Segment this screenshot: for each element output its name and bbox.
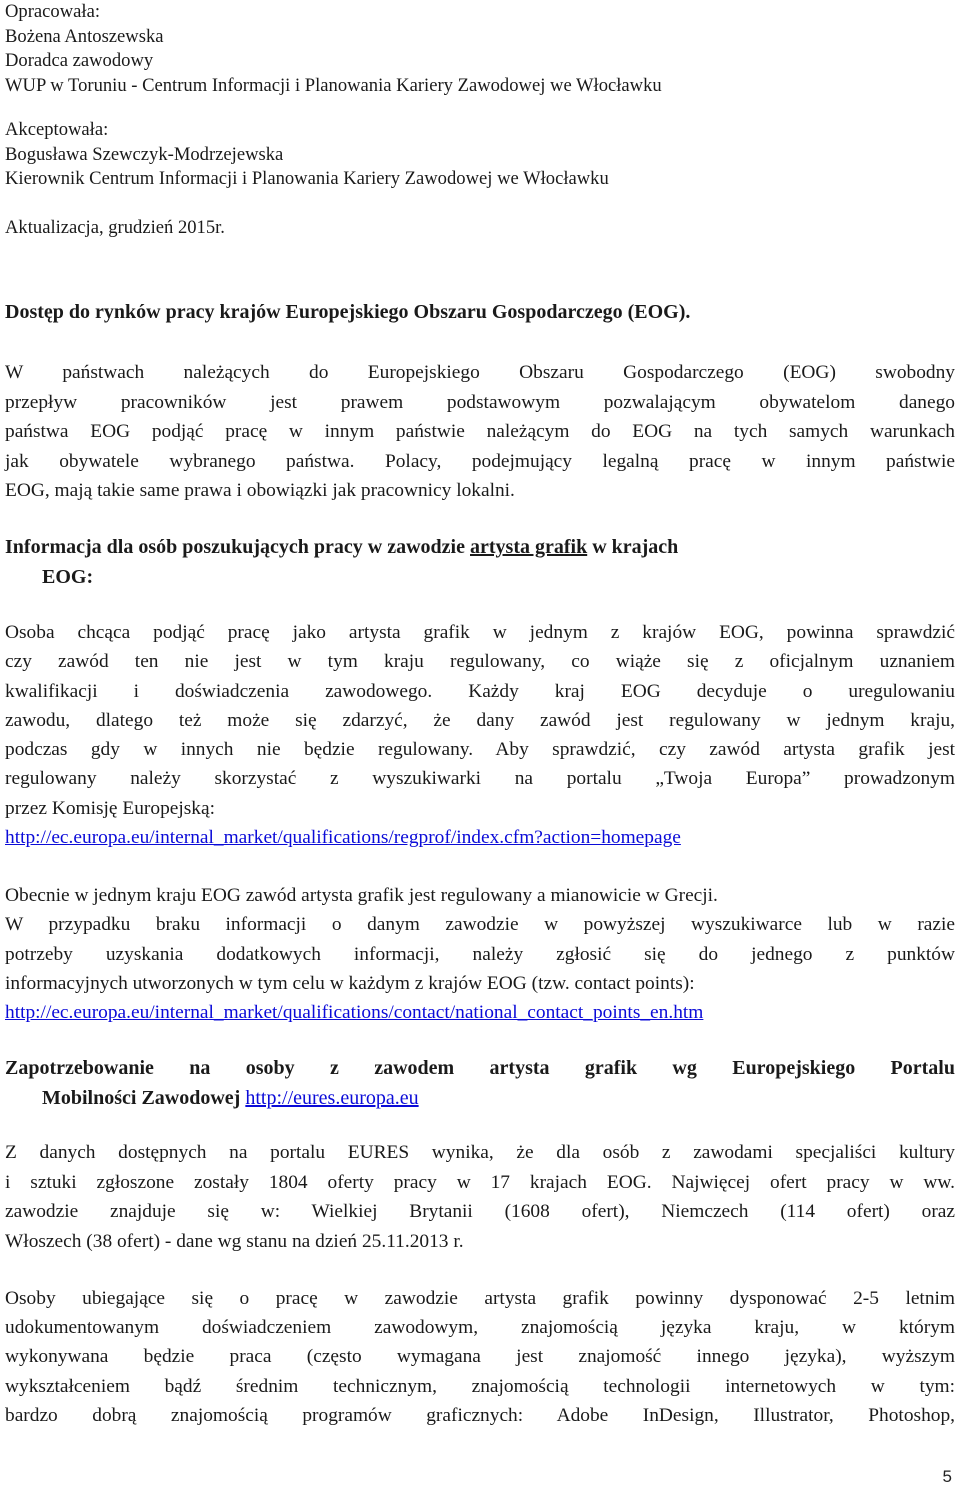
page-number: 5 [942,1467,952,1486]
paragraph-line: wykonywana będzie praca (często wymagana jest znajomość innego języka), wyższym [5,1346,955,1368]
heading-profession: artysta grafik [470,536,588,558]
paragraph-line: W przypadku braku informacji o danym zawodzie w powyższej wyszukiwarce lub w razie [5,914,955,936]
section-heading: Dostęp do rynków pracy krajów Europejskiego Obszaru Gospodarczego (EOG). [5,301,691,323]
paragraph-line: W państwach należących do Europejskiego Obszaru Gospodarczego (EOG) swobodny [5,362,955,383]
paragraph-line: Osoby ubiegające się o pracę w zawodzie artysta grafik powinny dysponować 2-5 letnim [5,1288,955,1309]
paragraph-line: EOG, mają takie same prawa i obowiązki jak pracownicy lokalni. [5,480,515,501]
section-job-info [5,532,955,592]
section-demand [5,1053,955,1113]
paragraph-line: Włoszech (38 ofert) - dane wg stanu na dzień 25.11.2013 r. [5,1230,464,1252]
eog-access-paragraph [5,358,955,506]
heading-text: Informacja dla osób poszukujących pracy w zawodzie [5,536,470,558]
job-info-paragraph [5,618,955,852]
accepted-name: Bogusława Szewczyk-Modrzejewska [5,143,284,165]
paragraph-line: podczas gdy w innych nie będzie regulowany. Aby sprawdzić, czy zawód artysta grafik jest [5,739,955,761]
paragraph-line: bardzo dobrą znajomością programów graficznych: Adobe InDesign, Illustrator, Photoshop, [5,1404,955,1426]
requirements-paragraph [5,1284,955,1430]
prepared-name: Bożena Antoszewska [5,25,164,47]
regulation-paragraph [5,881,955,1027]
section-eog-access [5,300,955,325]
regprof-link[interactable]: http://ec.europa.eu/internal_market/qualifications/regprof/index.cfm?action=homepage [5,827,681,849]
paragraph-line: i sztuki zgłoszone zostały 1804 oferty pracy w 17 krajach EOG. Najwięcej ofert pracy w ww. [5,1171,955,1193]
paragraph-line: zawodu, dlatego też może się zdarzyć, że dany zawód jest regulowany w jednym kraju, [5,709,955,731]
paragraph-line: przepływ pracowników jest prawem podstawowym pozwalającym obywatelom danego [5,391,955,413]
accepted-label: Akceptowała: [5,119,109,140]
accepted-role: Kierownik Centrum Informacji i Planowania Kariery Zawodowej we Włocławku [5,168,609,189]
eures-link[interactable]: http://eures.europa.eu [245,1087,419,1109]
section-heading [5,532,955,562]
update-note [5,216,955,241]
update-text: Aktualizacja, grudzień 2015r. [5,217,225,238]
heading-text: w krajach [587,536,679,558]
paragraph-line: jak obywatele wybranego państwa. Polacy, podejmujący legalną pracę w innym państwie [5,450,955,472]
paragraph-line: zawodzie znajduje się w: Wielkiej Brytanii (1608 ofert), Niemczech (114 ofert) oraz [5,1201,955,1222]
paragraph-line: regulowany należy skorzystać z wyszukiwarki na portalu „Twoja Europa” prowadzonym [5,768,955,790]
section-heading: Zapotrzebowanie na osoby z zawodem artysta grafik wg Europejskiego Portalu [5,1057,955,1079]
paragraph-line: potrzeby uzyskania dodatkowych informacji, należy zgłosić się do jednego z punktów [5,943,955,965]
paragraph-line: Osoba chcąca podjąć pracę jako artysta grafik w jednym z krajów EOG, powinna sprawdzić [5,622,955,643]
section-heading-cont [5,1083,955,1113]
paragraph-line: Z danych dostępnych na portalu EURES wynika, że dla osób z zawodami specjaliści kultury [5,1142,955,1163]
paragraph-line: wykształceniem bądź średnim technicznym, znajomością technologii internetowych w tym: [5,1375,955,1397]
paragraph-line: informacyjnych utworzonych w tym celu w każdym z krajów EOG (tzw. contact points): [5,972,695,994]
heading-text: Mobilności Zawodowej [42,1087,241,1109]
paragraph-line: przez Komisję Europejską: [5,797,215,819]
prepared-org: WUP w Toruniu - Centrum Informacji i Planowania Kariery Zawodowej we Włocławku [5,74,662,96]
credits-block [5,0,955,98]
prepared-role: Doradca zawodowy [5,50,154,71]
paragraph-line: Obecnie w jednym kraju EOG zawód artysta grafik jest regulowany a mianowicie w Grecji. [5,885,718,906]
contact-points-link[interactable]: http://ec.europa.eu/internal_market/qualifications/contact/national_contact_points_en.htm [5,1002,704,1024]
acceptance-block [5,118,955,192]
paragraph-line: państwa EOG podjąć pracę w innym państwie należącym do EOG na tych samych warunkach [5,421,955,442]
prepared-label: Opracowała: [5,1,100,22]
demand-paragraph [5,1138,955,1256]
paragraph-line: czy zawód ten nie jest w tym kraju regulowany, co wiąże się z oficjalnym uznaniem [5,651,955,673]
section-heading-cont: EOG: [42,566,94,588]
paragraph-line: kwalifikacji i doświadczenia zawodowego. Każdy kraj EOG decyduje o uregulowaniu [5,680,955,702]
paragraph-line: udokumentowanym doświadczeniem zawodowym, znajomością języka kraju, w którym [5,1317,955,1339]
